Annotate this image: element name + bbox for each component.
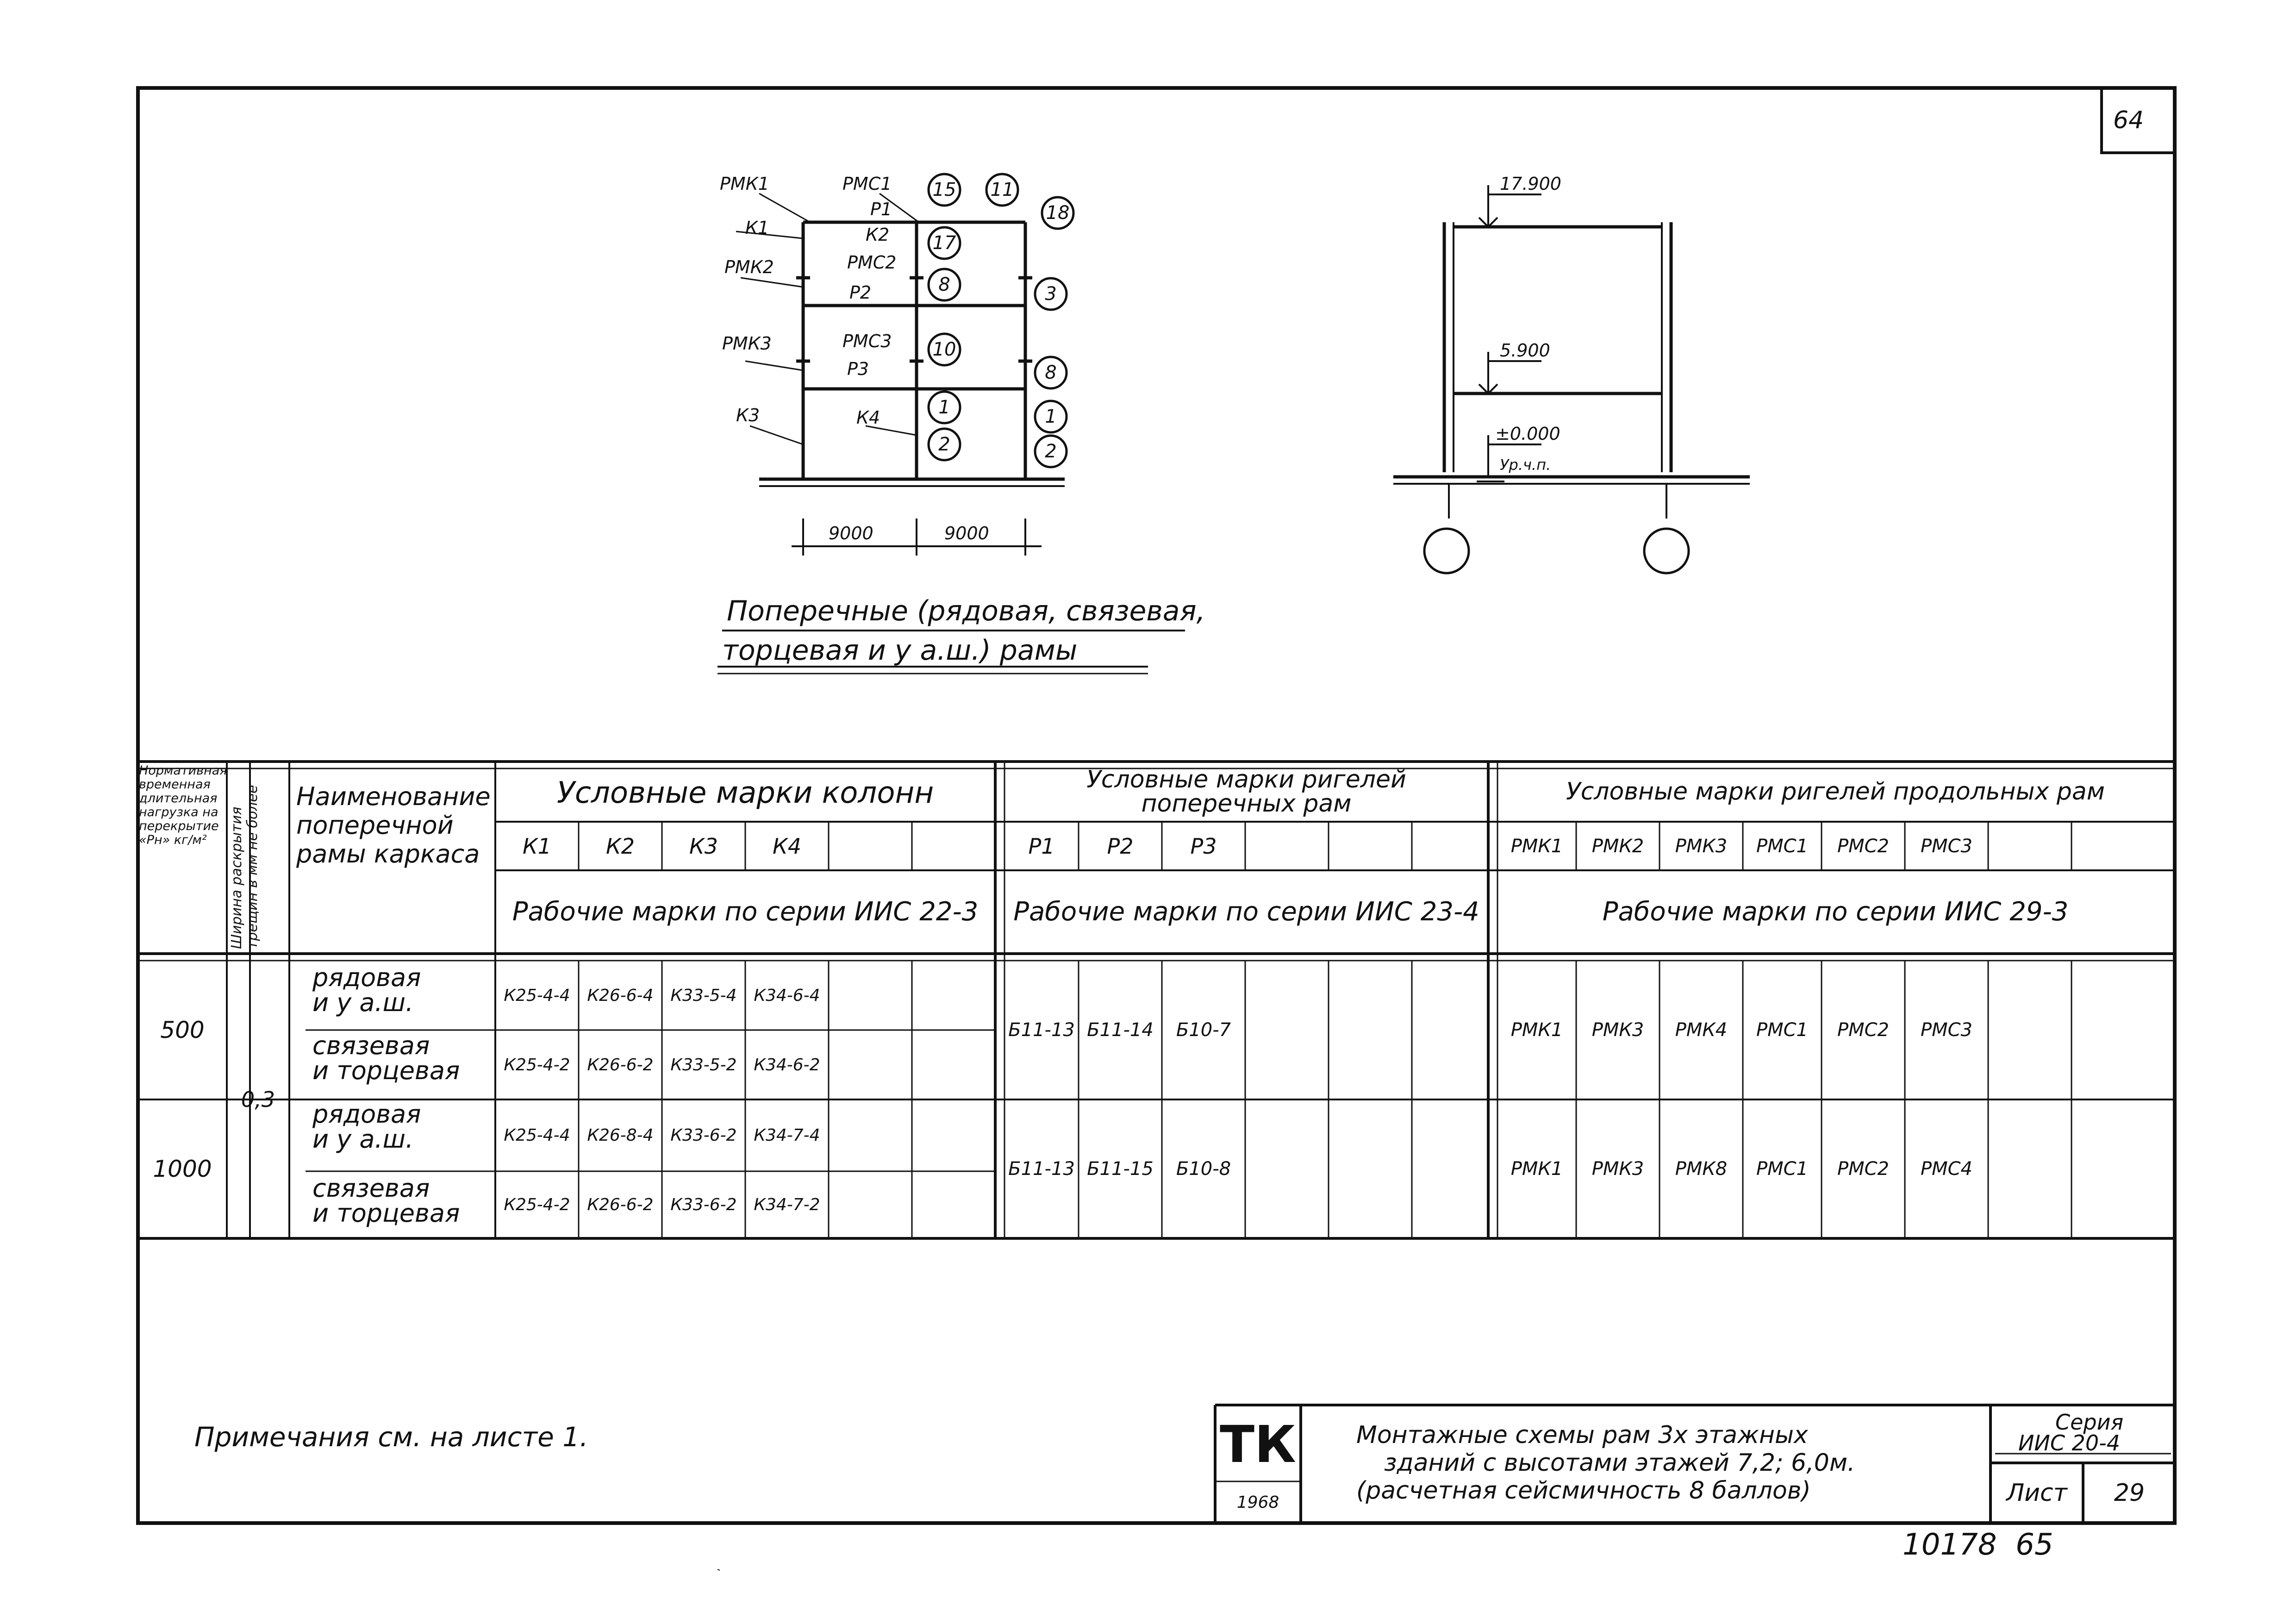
col-mark: К2 [606,833,635,859]
label-r1: Р1 [870,199,892,219]
girder-l-mark: РМС2 [1837,835,1889,857]
page-number-top: 64 [2113,106,2144,134]
group-columns: Условные марки колонн [556,775,934,810]
circle-num: 1 [938,397,950,418]
col-work-mark: К25-4-2 [504,1055,570,1074]
label-r2: Р2 [849,282,872,303]
col-work-mark: К25-4-2 [504,1195,570,1214]
load-500: 500 [160,1017,205,1043]
girder-t-work: Б11-14 [1087,1019,1154,1041]
label-rms1: РМС1 [842,174,892,194]
note-text: Примечания см. на листе 1. [194,1421,588,1453]
sheet-value: 29 [2114,1479,2145,1507]
girder-t-mark: Р2 [1107,833,1134,859]
group-girders-t: Условные марки ригелей поперечных рам [1086,766,1406,818]
frame-name-row [312,965,421,1015]
circle-num: 18 [1046,202,1070,224]
span-2: 9000 [944,523,989,543]
year: 1968 [1236,1493,1279,1512]
circle-num: 15 [932,179,956,200]
circle-num: 11 [990,179,1014,200]
label-k1: К1 [745,218,769,238]
series-girders-l: Рабочие марки по серии ИИС 29-3 [1602,897,2069,927]
circle-num: 8 [938,274,950,295]
title-line1: Монтажные схемы рам 3х этажных [1356,1421,1808,1449]
title-line3: (расчетная сейсмичность 8 баллов) [1356,1477,1811,1505]
frame-name-row [312,1099,421,1154]
col-work-mark: К25-4-4 [504,1126,570,1145]
span-1: 9000 [829,523,873,543]
col-work-mark: К34-7-2 [754,1195,820,1214]
frame-name-1: рядовая [312,1099,421,1129]
col-work-mark: К33-6-2 [670,1195,737,1214]
girder-l-mark: РМК1 [1510,835,1563,857]
circle-num: 17 [932,232,956,254]
frame-name-1: рядовая [312,963,421,992]
frame-caption-line2: торцевая и у а.ш.) рамы [722,634,1078,667]
girder-t-work: Б11-13 [1008,1158,1075,1180]
girder-l-work: РМК3 [1591,1019,1644,1041]
circle-num: 8 [1045,362,1057,383]
load-1000: 1000 [153,1156,212,1182]
girder-l-mark: РМК2 [1591,835,1644,857]
girder-t-work: Б10-7 [1176,1019,1231,1041]
girder-t-mark: Р3 [1190,833,1217,859]
frame-name-2: и торцевая [312,1199,460,1228]
col-work-mark: К26-6-4 [587,986,654,1005]
label-rms3: РМС3 [842,331,892,351]
label-k4: К4 [856,407,880,428]
girder-l-work: РМК1 [1510,1019,1563,1041]
girder-t-mark: Р1 [1028,833,1055,859]
header-load: Нормативная временная длительная нагрузка на перекрытие «Рн» кг/м² [139,763,227,847]
level-zero: ±0.000 [1495,424,1560,444]
frame-caption-line1: Поперечные (рядовая, связевая, [727,595,1205,627]
girder-l-work: РМК1 [1510,1158,1563,1180]
col-work-mark: К34-7-4 [754,1126,820,1145]
org-mark: ТК [1220,1415,1296,1474]
circle-num: 3 [1045,283,1057,305]
girder-l-work: РМК4 [1675,1019,1728,1041]
series-girders-t: Рабочие марки по серии ИИС 23-4 [1013,897,1479,927]
col-work-mark: К26-8-4 [587,1126,654,1145]
label-rmk3: РМК3 [722,333,772,354]
col-work-mark: К34-6-2 [754,1055,820,1074]
col-work-mark: К26-6-2 [587,1055,654,1074]
girder-l-work: РМС3 [1920,1019,1972,1041]
col-work-mark: К34-6-4 [754,986,820,1005]
level-ground: Ур.ч.п. [1500,456,1551,474]
group-girders-l: Условные марки ригелей продольных рам [1566,778,2105,806]
col-work-mark: К33-5-2 [670,1055,737,1074]
col-mark: К1 [523,833,551,859]
girder-l-work: РМС1 [1756,1158,1808,1180]
frame-name-row [312,1033,460,1083]
girder-l-work: РМС4 [1920,1158,1972,1180]
girder-l-work: РМК3 [1591,1158,1644,1180]
label-rms2: РМС2 [847,252,897,273]
col-work-mark: К33-6-2 [670,1126,737,1145]
col-mark: К3 [689,833,718,859]
frame-name-2: и у а.ш. [312,988,414,1017]
frame-name-1: связевая [312,1174,430,1203]
circle-num: 10 [932,339,956,360]
crack-value: 0,3 [241,1087,275,1112]
circle-num: 1 [1045,406,1057,427]
girder-t-work: Б10-8 [1176,1158,1231,1180]
circle-num: 2 [938,434,950,455]
frame-name-2: и у а.ш. [312,1124,414,1154]
girder-l-mark: РМК3 [1675,835,1728,857]
label-r3: Р3 [847,359,869,379]
foundation-circle-right [1644,529,1689,573]
frame-name-1: связевая [312,1031,430,1060]
series-columns: Рабочие марки по серии ИИС 22-3 [512,897,979,927]
frame-diagram-lines [759,222,1065,486]
label-rmk1: РМК1 [720,174,769,194]
series-value: ИИС 20-4 [2018,1430,2120,1455]
girder-l-work: РМС2 [1837,1158,1889,1180]
girder-l-mark: РМС3 [1920,835,1972,857]
bottom-numbers: 10178 65 [1903,1528,2053,1562]
girder-l-mark: РМС1 [1756,835,1808,857]
col-work-mark: К26-6-2 [587,1195,654,1214]
label-rmk2: РМК2 [724,257,774,277]
girder-l-work: РМС1 [1756,1019,1808,1041]
col-work-mark: К33-5-4 [670,986,737,1005]
level-mid: 5.900 [1500,340,1550,361]
series-label: Серия [2055,1410,2124,1435]
frame-name-2: и торцевая [312,1056,460,1085]
col-work-mark: К25-4-4 [504,986,570,1005]
girder-t-work: Б11-13 [1008,1019,1075,1041]
header-crack: Ширина раскрытия трещин в мм не более [229,785,261,949]
col-mark: К4 [773,833,801,859]
sheet-label: Лист [2006,1479,2067,1507]
label-k3: К3 [736,405,760,425]
label-k2: К2 [866,225,890,245]
header-frame-name: Наименование поперечной рамы каркаса [296,782,491,868]
title-line2: зданий с высотами этажей 7,2; 6,0м. [1384,1449,1855,1477]
frame-name-row [312,1176,460,1226]
elevation-diagram-lines [1393,222,1750,518]
level-top: 17.900 [1500,174,1561,194]
circle-num: 2 [1045,441,1057,462]
girder-l-work: РМК8 [1675,1158,1728,1180]
foundation-circle-left [1424,529,1469,573]
girder-l-work: РМС2 [1837,1019,1889,1041]
girder-t-work: Б11-15 [1087,1158,1154,1180]
